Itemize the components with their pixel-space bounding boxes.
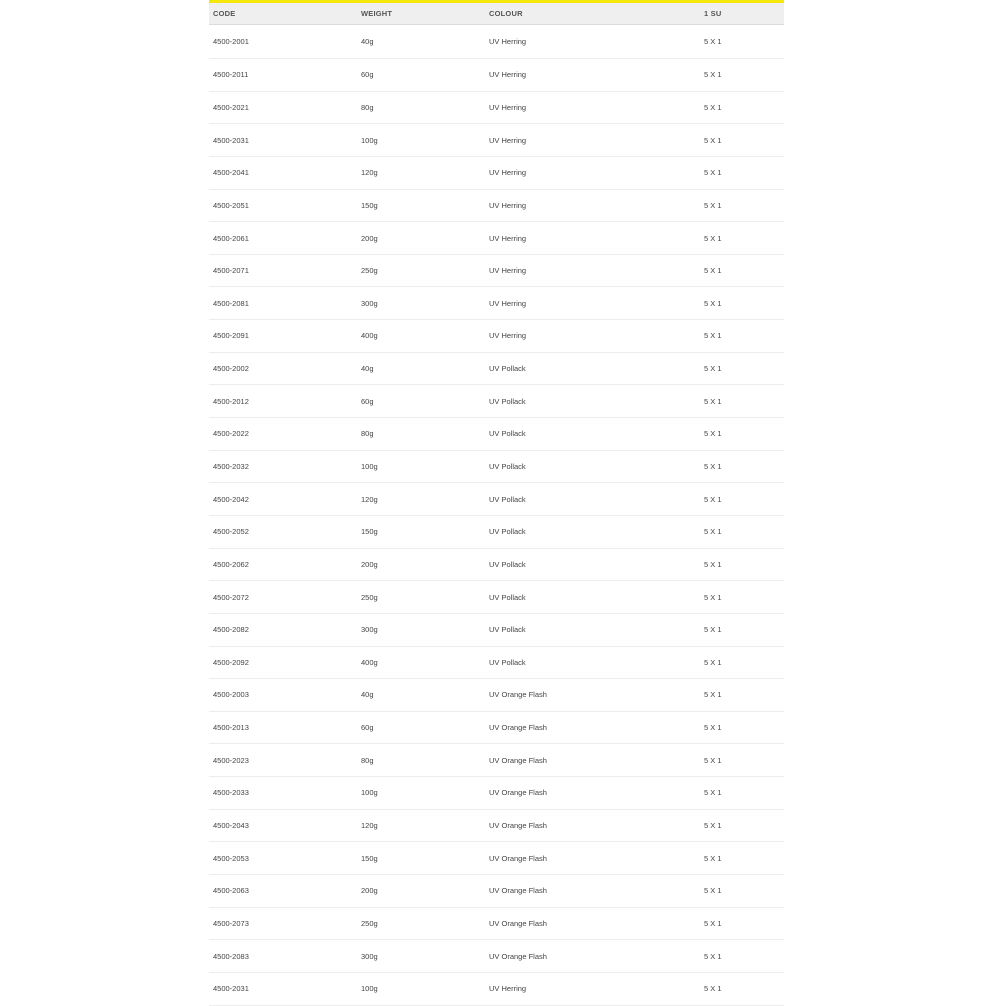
cell-code: 4500-2021 [213,102,249,112]
cell-code: 4500-2033 [213,788,249,798]
table-row [209,875,784,908]
cell-su: 5 X 1 [704,625,722,635]
cell-colour: UV Orange Flash [489,723,547,733]
cell-weight: 400g [361,331,378,341]
cell-code: 4500-2061 [213,233,249,243]
cell-colour: UV Pollack [489,559,526,569]
cell-colour: UV Pollack [489,657,526,667]
cell-weight: 150g [361,853,378,863]
cell-code: 4500-2051 [213,200,249,210]
cell-colour: UV Pollack [489,396,526,406]
table-row [209,581,784,614]
table-row [209,255,784,288]
cell-colour: UV Herring [489,70,527,80]
cell-su: 5 X 1 [704,788,722,798]
cell-su: 5 X 1 [704,951,722,961]
cell-weight: 200g [361,233,378,243]
cell-weight: 150g [361,527,378,537]
cell-code: 4500-2081 [213,298,249,308]
table-row [209,320,784,353]
cell-su: 5 X 1 [704,396,722,406]
table-row [209,157,784,190]
cell-su: 5 X 1 [704,429,722,439]
table-row [209,483,784,516]
cell-code: 4500-2012 [213,396,249,406]
cell-code: 4500-2042 [213,494,249,504]
cell-colour: UV Orange Flash [489,755,547,765]
table-body [209,25,784,1006]
cell-code: 4500-2041 [213,168,249,178]
cell-su: 5 X 1 [704,494,722,504]
cell-code: 4500-2031 [213,135,249,145]
cell-code: 4500-2083 [213,951,249,961]
table-row [209,810,784,843]
table-row [209,124,784,157]
table-row [209,222,784,255]
cell-colour: UV Herring [489,102,527,112]
cell-weight: 120g [361,168,378,178]
cell-weight: 80g [361,755,374,765]
cell-colour: UV Orange Flash [489,690,547,700]
table-row [209,385,784,418]
table-row [209,25,784,59]
table-row [209,92,784,125]
cell-weight: 60g [361,70,374,80]
cell-su: 5 X 1 [704,690,722,700]
table-row [209,287,784,320]
table-row [209,614,784,647]
cell-su: 5 X 1 [704,298,722,308]
header-su: 1 SU [704,9,722,18]
cell-su: 5 X 1 [704,821,722,831]
cell-colour: UV Orange Flash [489,918,547,928]
cell-colour: UV Herring [489,298,527,308]
cell-su: 5 X 1 [704,559,722,569]
cell-code: 4500-2003 [213,690,249,700]
cell-colour: UV Pollack [489,429,526,439]
cell-code: 4500-2072 [213,592,249,602]
cell-code: 4500-2062 [213,559,249,569]
table-row [209,744,784,777]
cell-su: 5 X 1 [704,886,722,896]
cell-code: 4500-2092 [213,657,249,667]
cell-weight: 40g [361,37,374,46]
cell-colour: UV Pollack [489,494,526,504]
table-row [209,679,784,712]
cell-code: 4500-2082 [213,625,249,635]
cell-code: 4500-2043 [213,821,249,831]
cell-weight: 40g [361,364,374,374]
table-row [209,777,784,810]
cell-weight: 250g [361,918,378,928]
cell-code: 4500-2091 [213,331,249,341]
cell-colour: UV Herring [489,135,527,145]
cell-su: 5 X 1 [704,233,722,243]
cell-code: 4500-2053 [213,853,249,863]
cell-colour: UV Pollack [489,462,526,471]
cell-colour: UV Orange Flash [489,951,547,961]
cell-colour: UV Pollack [489,592,526,602]
table-row [209,516,784,549]
cell-colour: UV Herring [489,266,527,276]
cell-code: 4500-2013 [213,723,249,733]
cell-colour: UV Orange Flash [489,853,547,863]
cell-weight: 120g [361,821,378,831]
table-row [209,940,784,973]
cell-colour: UV Herring [489,37,527,46]
cell-weight: 100g [361,135,378,145]
cell-su: 5 X 1 [704,37,722,46]
cell-su: 5 X 1 [704,200,722,210]
cell-code: 4500-2052 [213,527,249,537]
table-row [209,418,784,451]
cell-colour: UV Orange Flash [489,788,547,798]
cell-weight: 300g [361,951,378,961]
table-row [209,973,784,1006]
cell-su: 5 X 1 [704,984,722,994]
table-row [209,908,784,941]
cell-code: 4500-2001 [213,37,249,46]
cell-colour: UV Herring [489,331,527,341]
cell-su: 5 X 1 [704,331,722,341]
cell-su: 5 X 1 [704,462,722,471]
cell-colour: UV Herring [489,168,527,178]
cell-su: 5 X 1 [704,266,722,276]
cell-su: 5 X 1 [704,168,722,178]
cell-weight: 250g [361,592,378,602]
table-row [209,353,784,386]
header-weight: WEIGHT [361,9,393,18]
header-colour: COLOUR [489,9,523,18]
cell-su: 5 X 1 [704,527,722,537]
cell-code: 4500-2022 [213,429,249,439]
table-row [209,451,784,484]
cell-su: 5 X 1 [704,918,722,928]
cell-weight: 300g [361,298,378,308]
cell-weight: 80g [361,429,374,439]
cell-code: 4500-2071 [213,266,249,276]
cell-weight: 80g [361,102,374,112]
header-code: CODE [213,9,236,18]
cell-code: 4500-2023 [213,755,249,765]
cell-su: 5 X 1 [704,657,722,667]
cell-weight: 250g [361,266,378,276]
cell-code: 4500-2073 [213,918,249,928]
cell-code: 4500-2002 [213,364,249,374]
cell-code: 4500-2032 [213,462,249,471]
cell-su: 5 X 1 [704,364,722,374]
table-header-row [209,3,784,25]
table-row [209,712,784,745]
cell-colour: UV Pollack [489,527,526,537]
cell-su: 5 X 1 [704,135,722,145]
table-row [209,842,784,875]
cell-colour: UV Herring [489,200,527,210]
table-row [209,549,784,582]
cell-weight: 100g [361,788,378,798]
cell-weight: 300g [361,625,378,635]
cell-colour: UV Pollack [489,625,526,635]
cell-weight: 200g [361,559,378,569]
cell-weight: 150g [361,200,378,210]
cell-code: 4500-2011 [213,70,249,80]
cell-su: 5 X 1 [704,592,722,602]
cell-weight: 60g [361,396,374,406]
cell-colour: UV Orange Flash [489,821,547,831]
cell-weight: 100g [361,984,378,994]
cell-colour: UV Pollack [489,364,526,374]
cell-colour: UV Herring [489,233,527,243]
cell-su: 5 X 1 [704,102,722,112]
cell-weight: 60g [361,723,374,733]
cell-su: 5 X 1 [704,723,722,733]
table-row [209,59,784,92]
cell-su: 5 X 1 [704,755,722,765]
cell-colour: UV Herring [489,984,527,994]
table-row [209,190,784,223]
cell-weight: 200g [361,886,378,896]
cell-weight: 400g [361,657,378,667]
cell-su: 5 X 1 [704,70,722,80]
cell-weight: 120g [361,494,378,504]
cell-weight: 100g [361,462,378,471]
table-row [209,647,784,680]
cell-weight: 40g [361,690,374,700]
product-table [209,0,784,1006]
cell-su: 5 X 1 [704,853,722,863]
cell-code: 4500-2031 [213,984,249,994]
cell-code: 4500-2063 [213,886,249,896]
cell-colour: UV Orange Flash [489,886,547,896]
